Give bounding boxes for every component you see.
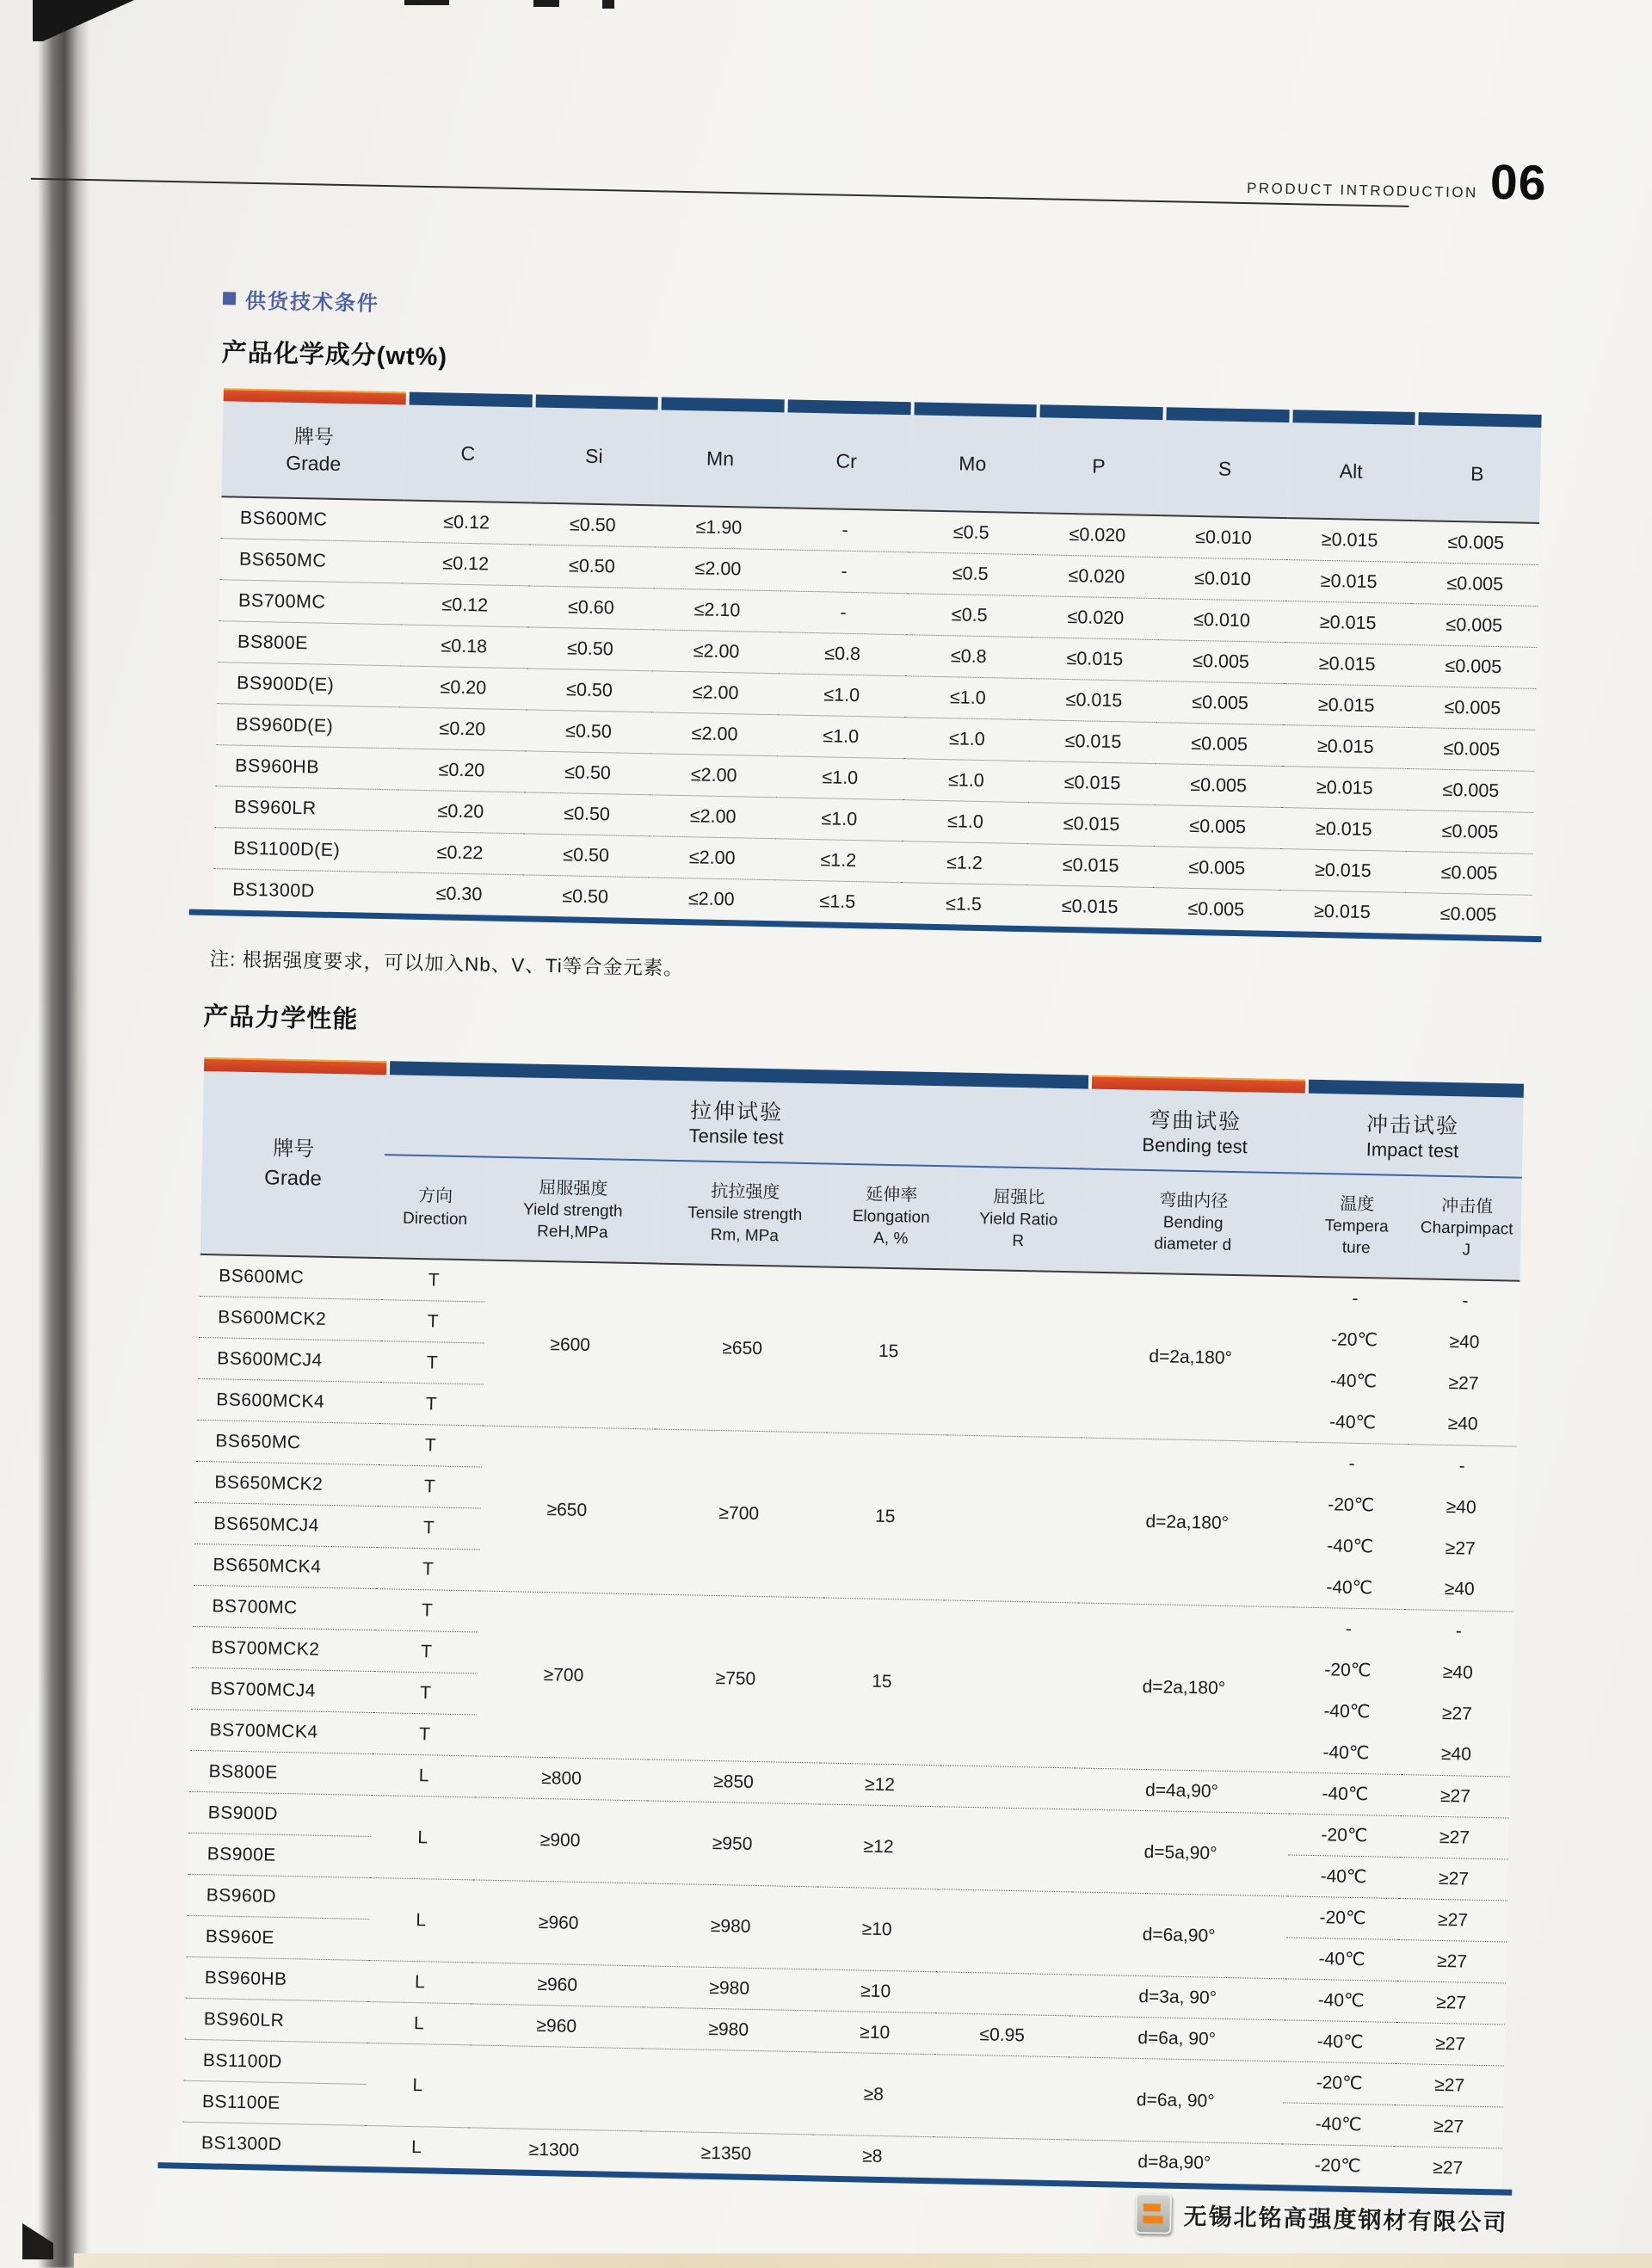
chem-col-header: Cr xyxy=(782,412,910,510)
value-cell: ≤0.50 xyxy=(562,885,609,908)
direction-cell: T xyxy=(373,1713,477,1756)
tensile-cell: ≥950 xyxy=(645,1801,819,1887)
bending-cell: d=2a,180° xyxy=(1075,1603,1293,1772)
temp-cell: -40℃ xyxy=(1284,2020,1396,2064)
impact-cell: ≥40 xyxy=(1449,1331,1480,1353)
value-cell: ≤0.005 xyxy=(1410,644,1538,688)
grade-cell: BS650MC xyxy=(196,1420,379,1464)
value-cell: ≤0.20 xyxy=(398,790,525,834)
impact-cell: ≥40 xyxy=(1409,1403,1518,1447)
value-cell: ≤0.015 xyxy=(1030,720,1157,764)
yield-cell: ≥960 xyxy=(472,1880,645,1966)
value-cell: ≤0.015 xyxy=(1061,895,1119,918)
elongation-cell: ≥10 xyxy=(814,2011,935,2055)
grade-cell: BS600MC xyxy=(200,1254,383,1300)
grade-cell: BS960D(E) xyxy=(217,704,400,749)
value-cell: ≤0.5 xyxy=(906,594,1033,638)
impact-cell: - xyxy=(1458,1456,1465,1476)
value-cell: ≤0.010 xyxy=(1158,599,1285,643)
elongation-cell: 15 xyxy=(820,1598,944,1766)
value-cell: ≥0.015 xyxy=(1279,849,1407,893)
elongation-header: 延伸率 Elongation A, % xyxy=(830,1164,952,1270)
direction-header: 方向 Direction xyxy=(383,1155,488,1260)
yield-cell: ≥900 xyxy=(473,1797,647,1883)
bending-cell: d=3a, 90° xyxy=(1069,1975,1285,2020)
elongation-cell: ≥10 xyxy=(816,1887,938,1972)
temp-cell: -20℃ xyxy=(1324,1660,1372,1681)
value-cell: ≤0.015 xyxy=(1032,638,1159,681)
temp-cell: -20℃ xyxy=(1330,1329,1378,1351)
chem-col-header: Mo xyxy=(909,415,1037,513)
direction-cell: L xyxy=(365,2043,470,2127)
value-cell: ≤0.020 xyxy=(1034,513,1162,557)
value-cell: ≤0.30 xyxy=(435,883,483,905)
bending-cell: d=6a, 90° xyxy=(1069,2016,1285,2062)
direction-cell: L xyxy=(367,2001,471,2044)
tensile-cell: ≥850 xyxy=(647,1760,820,1804)
value-cell: ≤0.015 xyxy=(1029,761,1156,805)
value-cell: ≥0.015 xyxy=(1313,900,1371,923)
value-cell: - xyxy=(780,550,908,594)
value-cell: ≤0.015 xyxy=(1027,844,1155,888)
temp-cell: -20℃ xyxy=(1286,1896,1399,1940)
tensile-cell: ≥750 xyxy=(648,1594,823,1763)
impact-cell: ≥27 xyxy=(1445,1538,1476,1559)
chem-col-header: C xyxy=(404,404,532,502)
bending-cell: d=6a,90° xyxy=(1070,1892,1287,1979)
value-cell: ≤2.10 xyxy=(654,589,781,632)
yield-ratio-cell xyxy=(940,1766,1075,1809)
value-cell: ≤1.0 xyxy=(902,800,1029,844)
temp-cell: -20℃ xyxy=(1328,1495,1375,1516)
grade-cell: BS1300D xyxy=(200,2132,282,2154)
mech-table-title: 产品力学性能 xyxy=(202,1002,359,1034)
impact-cell: - xyxy=(1455,1621,1463,1642)
top-bar-blue-segment xyxy=(410,392,533,408)
section-header xyxy=(223,283,380,317)
value-cell: ≤0.50 xyxy=(523,792,650,836)
elongation-cell: ≥12 xyxy=(819,1763,940,1807)
value-cell: ≤0.020 xyxy=(1032,596,1160,640)
temp-cell: -40℃ xyxy=(1297,1401,1409,1445)
impact-cell: ≥27 xyxy=(1398,1899,1507,1943)
yield-cell: ≥600 xyxy=(483,1260,658,1429)
elongation-cell: ≥8 xyxy=(862,2146,883,2166)
yield-ratio-cell xyxy=(938,1807,1074,1892)
value-cell: ≤0.50 xyxy=(529,502,656,546)
grade-cell: BS600MCK2 xyxy=(199,1296,382,1340)
value-cell: ≤1.2 xyxy=(775,839,903,883)
value-cell: ≤0.005 xyxy=(1411,563,1538,607)
page-header-label: PRODUCT INTRODUCTION xyxy=(1246,180,1478,201)
temp-cell: -20℃ xyxy=(1314,2155,1362,2177)
value-cell: ≤0.50 xyxy=(526,669,653,712)
impact-cell: ≥27 xyxy=(1397,1940,1507,1984)
grade-cell: BS700MCK2 xyxy=(192,1626,375,1671)
temp-cell: -20℃ xyxy=(1288,1814,1401,1858)
temp-cell: -40℃ xyxy=(1329,1371,1378,1392)
yield-ratio-cell xyxy=(932,2137,1067,2181)
elongation-cell: ≥8 xyxy=(812,2052,934,2137)
value-cell: ≤2.00 xyxy=(649,836,776,880)
direction-cell: L xyxy=(368,1878,473,1963)
grade-cell: BS600MC xyxy=(220,496,404,542)
temperature-header: 温度 Tempera ture xyxy=(1300,1174,1414,1279)
value-cell: ≤0.005 xyxy=(1410,604,1538,648)
mech-grade-header: 牌号 Grade xyxy=(200,1071,386,1258)
value-cell: ≤0.12 xyxy=(401,583,528,627)
value-cell: ≤0.005 xyxy=(1156,723,1283,767)
direction-cell: L xyxy=(410,2136,422,2157)
value-cell: ≤2.00 xyxy=(655,547,782,591)
value-cell: ≤0.20 xyxy=(398,749,526,792)
direction-cell: T xyxy=(380,1341,484,1384)
grade-cell: BS800E xyxy=(189,1750,373,1795)
impact-cell: ≥27 xyxy=(1401,1775,1510,1819)
value-cell: ≤1.0 xyxy=(903,718,1031,761)
tensile-cell: ≥980 xyxy=(643,1966,816,2011)
bending-cell: d=2a,180° xyxy=(1082,1273,1300,1442)
impact-cell: ≥40 xyxy=(1405,1568,1514,1612)
direction-cell: T xyxy=(381,1300,485,1343)
direction-cell: T xyxy=(376,1548,480,1591)
grade-cell: BS960LR xyxy=(215,786,398,831)
value-cell: ≤0.005 xyxy=(1409,727,1536,771)
chem-grade-header: 牌号 Grade xyxy=(221,401,405,500)
chem-col-header: B xyxy=(1413,425,1541,523)
chem-col-header: Si xyxy=(530,407,658,505)
value-cell: ≤0.005 xyxy=(1412,521,1539,564)
section-marker-icon xyxy=(223,292,236,305)
value-cell: ≤1.0 xyxy=(904,676,1032,720)
chem-col-header: Mn xyxy=(656,410,785,508)
value-cell: ≤0.005 xyxy=(1407,810,1534,854)
impact-cell: ≥40 xyxy=(1402,1734,1511,1778)
impact-cell: ≥27 xyxy=(1433,2157,1464,2179)
temp-cell: -40℃ xyxy=(1323,1701,1371,1723)
value-cell: ≤0.50 xyxy=(528,545,656,589)
value-cell: ≤0.005 xyxy=(1154,805,1281,849)
elongation-cell: ≥12 xyxy=(817,1804,940,1889)
impact-cell: ≥27 xyxy=(1399,1858,1508,1901)
value-cell: ≥0.015 xyxy=(1284,643,1411,687)
yield-ratio-header: 屈强比 Yield Ratio R xyxy=(951,1166,1087,1272)
grade-cell: BS960HB xyxy=(185,1957,368,2001)
value-cell: ≤0.005 xyxy=(1406,851,1533,895)
value-cell: ≤1.5 xyxy=(945,893,983,915)
value-cell: ≤0.020 xyxy=(1033,555,1161,599)
yield-ratio-cell xyxy=(944,1435,1082,1603)
yield-strength-header: 屈服强度 Yield strength ReH,MPa xyxy=(486,1157,660,1264)
temp-cell: -40℃ xyxy=(1285,1979,1397,2023)
temp-cell: -40℃ xyxy=(1293,1566,1406,1610)
value-cell: ≤0.005 xyxy=(1157,640,1285,684)
impact-cell: ≥27 xyxy=(1448,1372,1479,1394)
value-cell: ≤0.5 xyxy=(907,552,1034,596)
bending-cell: d=2a,180° xyxy=(1078,1438,1297,1607)
value-cell: ≤0.18 xyxy=(401,625,528,669)
tensile-cell: ≥650 xyxy=(655,1264,830,1433)
value-cell: ≥0.015 xyxy=(1285,560,1413,604)
grade-cell: BS1300D xyxy=(232,878,316,902)
impact-value-header: 冲击值 Charpimpact J xyxy=(1412,1175,1522,1281)
value-cell: ≥0.015 xyxy=(1282,725,1409,769)
mech-table xyxy=(182,1057,1524,2196)
value-cell: ≤1.0 xyxy=(776,798,903,841)
value-cell: ≤0.20 xyxy=(400,666,527,710)
grade-cell: BS960LR xyxy=(184,1998,367,2043)
value-cell: ≥0.015 xyxy=(1286,518,1414,562)
direction-cell: L xyxy=(370,1796,475,1880)
yield-cell: ≥650 xyxy=(479,1426,655,1594)
value-cell: ≤0.005 xyxy=(1153,847,1280,891)
value-cell: ≤2.00 xyxy=(652,671,780,715)
value-cell: ≤2.00 xyxy=(651,712,779,756)
bending-group-header: 弯曲试验 Bending test xyxy=(1087,1089,1304,1174)
grade-cell: BS700MC xyxy=(193,1585,376,1630)
grade-cell: BS960HB xyxy=(216,745,399,790)
value-cell: ≤0.005 xyxy=(1155,764,1282,808)
value-cell: ≤0.12 xyxy=(402,542,529,586)
bending-diameter-header: 弯曲内径 Bending diameter d xyxy=(1085,1169,1302,1277)
tensile-cell xyxy=(640,2049,814,2135)
value-cell: ≤2.00 xyxy=(650,795,777,839)
value-cell: ≥0.015 xyxy=(1281,767,1409,810)
yield-ratio-cell xyxy=(935,1972,1070,2016)
temp-cell: -40℃ xyxy=(1327,1536,1374,1557)
temp-cell: - xyxy=(1348,1453,1355,1474)
value-cell: ≤0.50 xyxy=(524,751,651,795)
section-title: 供货技术条件 xyxy=(244,289,380,316)
value-cell: ≤0.50 xyxy=(525,710,652,754)
yield-cell xyxy=(468,2045,642,2131)
value-cell: ≤2.00 xyxy=(650,754,778,798)
impact-cell: ≥27 xyxy=(1441,1703,1473,1724)
value-cell: ≤0.005 xyxy=(1187,897,1245,921)
grade-cell: BS800E xyxy=(219,621,402,666)
chem-col-header: P xyxy=(1035,417,1163,515)
value-cell: ≤1.0 xyxy=(777,715,904,759)
grade-cell: BS960E xyxy=(186,1915,369,1960)
value-cell: ≤0.010 xyxy=(1160,515,1287,559)
chem-table-title: 产品化学成分(wt%) xyxy=(221,339,448,372)
impact-cell: ≥27 xyxy=(1396,1981,1506,2025)
bending-cell: d=6a, 90° xyxy=(1067,2057,1284,2144)
direction-cell: T xyxy=(377,1507,481,1550)
grade-cell: BS900E xyxy=(188,1833,371,1877)
value-cell: ≤0.8 xyxy=(779,632,906,676)
temp-cell: -40℃ xyxy=(1282,2103,1395,2147)
value-cell: ≤0.12 xyxy=(403,500,530,544)
direction-cell: L xyxy=(367,1960,472,2003)
yield-ratio-cell xyxy=(936,1889,1072,1975)
grade-cell: BS1100E xyxy=(182,2080,366,2125)
grade-cell: BS900D(E) xyxy=(218,663,401,707)
grade-cell: BS1100D xyxy=(183,2039,367,2084)
temp-cell: -40℃ xyxy=(1290,1731,1402,1775)
value-cell: - xyxy=(781,508,909,552)
impact-cell: ≥27 xyxy=(1394,2105,1503,2148)
value-cell: ≤0.20 xyxy=(399,707,527,751)
page-number: 06 xyxy=(1489,154,1548,212)
grade-cell: BS650MCK2 xyxy=(195,1461,379,1506)
yield-ratio-cell xyxy=(933,2055,1069,2140)
value-cell: ≤2.00 xyxy=(653,630,780,674)
temp-cell: - xyxy=(1345,1618,1353,1639)
impact-cell: ≥27 xyxy=(1395,2063,1504,2107)
value-cell: ≤0.005 xyxy=(1156,681,1284,725)
yield-cell: ≥960 xyxy=(471,1963,644,2007)
direction-cell: T xyxy=(373,1672,478,1715)
value-cell: ≤1.0 xyxy=(777,756,904,800)
grade-cell: BS700MC xyxy=(219,580,403,625)
elongation-cell: ≥10 xyxy=(815,1969,936,2013)
bending-cell: d=4a,90° xyxy=(1074,1768,1290,1814)
value-cell: ≤0.005 xyxy=(1409,686,1537,730)
temp-cell: -20℃ xyxy=(1283,2062,1396,2105)
temp-cell: - xyxy=(1352,1288,1359,1309)
chem-col-header: S xyxy=(1161,420,1289,518)
value-cell: ≤0.005 xyxy=(1408,768,1535,812)
value-cell: ≥0.015 xyxy=(1283,684,1410,728)
chem-note: 注: 根据强度要求，可以加入Nb、V、Ti等合金元素。 xyxy=(209,948,684,980)
bending-cell: d=8a,90° xyxy=(1137,2151,1211,2173)
impact-cell: - xyxy=(1462,1291,1469,1311)
direction-cell: T xyxy=(375,1589,479,1632)
value-cell: ≤0.005 xyxy=(1439,903,1497,926)
value-cell: - xyxy=(780,591,907,635)
tensile-group-header: 拉伸试验 Tensile test xyxy=(385,1075,1088,1168)
tensile-cell: ≥700 xyxy=(651,1429,827,1598)
yield-ratio-cell xyxy=(940,1600,1078,1768)
yield-ratio-cell: ≤0.95 xyxy=(934,2013,1069,2057)
tensile-cell: ≥980 xyxy=(644,1883,817,1969)
direction-cell: T xyxy=(379,1424,483,1467)
grade-cell: BS600MCJ4 xyxy=(198,1337,381,1382)
company-logo-icon xyxy=(1135,2193,1172,2234)
tensile-cell: ≥980 xyxy=(642,2007,815,2052)
value-cell: ≤1.0 xyxy=(903,759,1030,803)
yield-cell: ≥1300 xyxy=(528,2139,580,2160)
value-cell: ≤0.015 xyxy=(1028,803,1156,847)
value-cell: ≤0.5 xyxy=(908,510,1035,554)
grade-cell: BS650MCJ4 xyxy=(194,1502,378,1547)
impact-cell: ≥27 xyxy=(1396,2022,1505,2066)
value-cell: ≤0.015 xyxy=(1031,679,1158,723)
value-cell: ≤0.010 xyxy=(1159,558,1286,601)
direction-cell: L xyxy=(372,1754,476,1797)
tensile-cell: ≥1350 xyxy=(700,2142,752,2164)
direction-cell: T xyxy=(374,1630,478,1673)
impact-cell: ≥40 xyxy=(1442,1661,1474,1683)
yield-cell: ≥700 xyxy=(476,1591,651,1760)
bending-cell: d=5a,90° xyxy=(1072,1809,1289,1896)
grade-cell: BS700MCK4 xyxy=(190,1709,373,1753)
temp-cell: -40℃ xyxy=(1287,1855,1400,1899)
value-cell: ≥0.015 xyxy=(1285,601,1412,645)
yield-cell: ≥960 xyxy=(470,2004,643,2049)
temp-cell: -40℃ xyxy=(1285,1938,1398,1981)
impact-cell: ≥40 xyxy=(1446,1496,1476,1518)
chem-table xyxy=(213,388,1542,942)
grade-cell: BS900D xyxy=(188,1791,372,1836)
tensile-strength-header: 抗拉强度 Tensile strength Rm, MPa xyxy=(658,1161,832,1267)
grade-cell: BS650MCK4 xyxy=(194,1544,377,1588)
company-name: 无锡北铭高强度钢材有限公司 xyxy=(1183,2203,1508,2236)
direction-cell: T xyxy=(379,1383,484,1426)
impact-group-header: 冲击试验 Impact test xyxy=(1302,1094,1524,1178)
value-cell: ≤0.50 xyxy=(522,834,650,878)
value-cell: ≤1.90 xyxy=(656,505,783,549)
value-cell: ≤1.2 xyxy=(901,841,1028,885)
chem-col-header: Alt xyxy=(1287,422,1415,521)
value-cell: ≤1.0 xyxy=(778,674,905,718)
direction-cell: T xyxy=(382,1258,486,1302)
value-cell: ≤0.60 xyxy=(527,586,655,630)
value-cell: ≤2.00 xyxy=(687,888,735,910)
impact-cell: ≥27 xyxy=(1400,1816,1509,1860)
grade-cell: BS650MC xyxy=(219,539,403,583)
yield-ratio-cell xyxy=(947,1269,1085,1438)
temp-cell: -40℃ xyxy=(1289,1772,1402,1816)
value-cell: ≤0.50 xyxy=(527,627,654,671)
grade-cell: BS600MCK4 xyxy=(197,1378,380,1423)
grade-cell: BS1100D(E) xyxy=(214,828,398,872)
elongation-cell: 15 xyxy=(823,1433,947,1600)
yield-cell: ≥800 xyxy=(475,1756,648,1801)
value-cell: ≤0.8 xyxy=(905,635,1032,679)
grade-cell: BS960D xyxy=(187,1874,370,1919)
elongation-cell: 15 xyxy=(827,1267,951,1435)
value-cell: ≤1.5 xyxy=(819,891,856,913)
value-cell: ≤0.22 xyxy=(397,831,524,875)
value-cell: ≥0.015 xyxy=(1280,808,1408,852)
direction-cell: T xyxy=(378,1465,482,1508)
grade-cell: BS700MCJ4 xyxy=(191,1667,374,1712)
